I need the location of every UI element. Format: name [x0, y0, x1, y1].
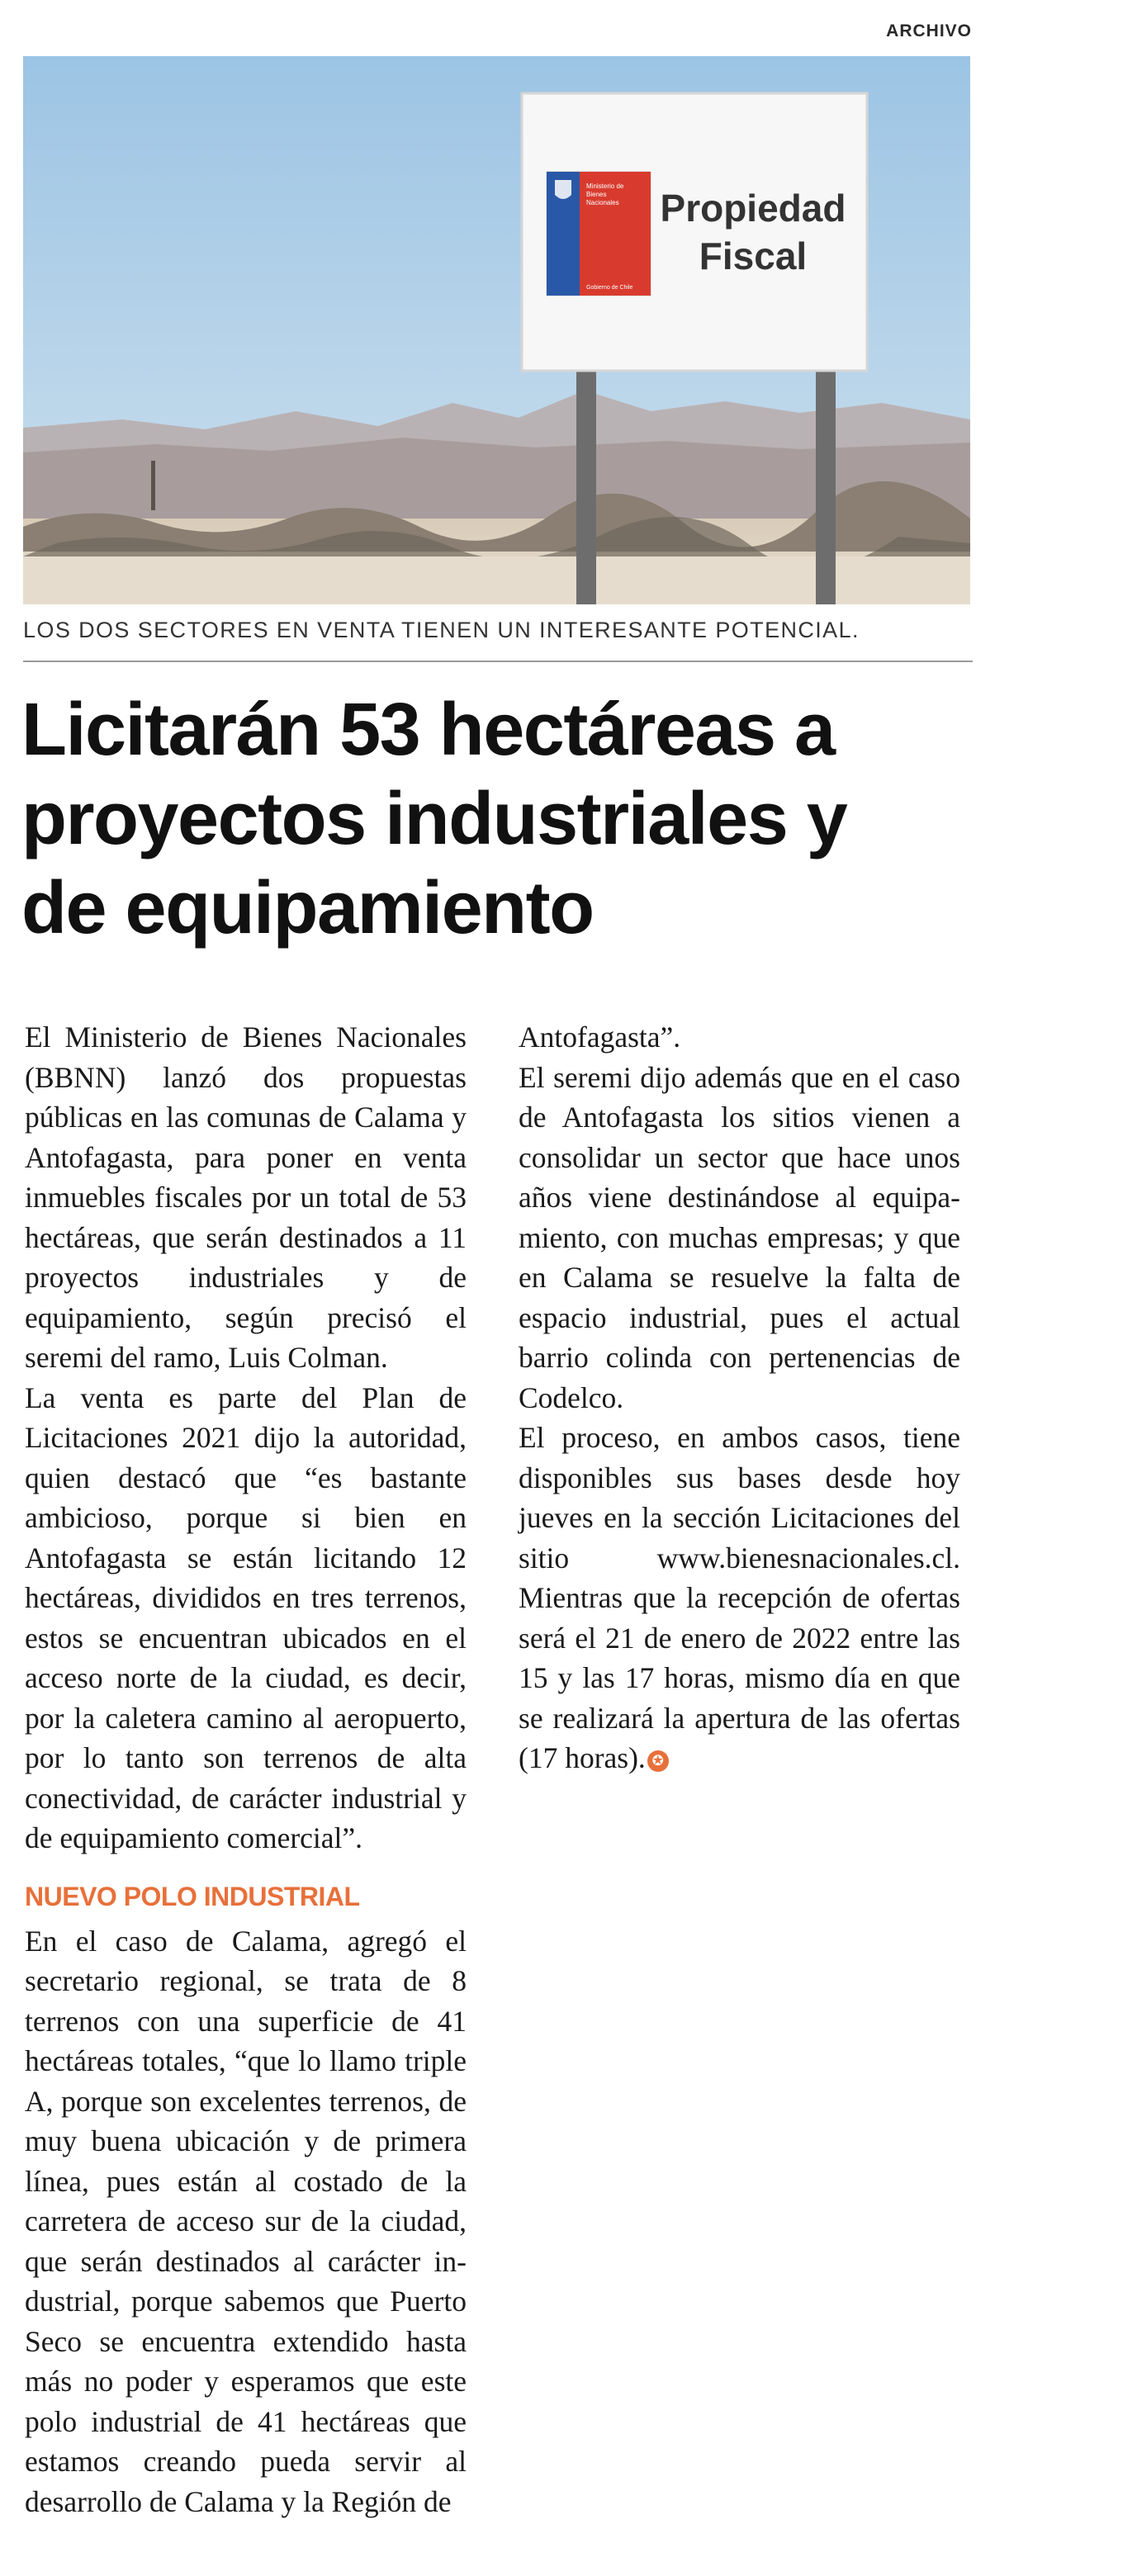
end-of-article-icon: ✪	[647, 1750, 669, 1772]
article-headline	[21, 685, 971, 953]
body-paragraph-text: El proceso, en ambos casos, tiene disponibles sus bases desde hoy jueves en la sección Licitaciones del sitio www.bienesnacionales.cl. Mientras que la recepción de ofertas será el 21 de enero de 2022 entre las 15 y las 17 horas, mismo día en que se realizará la apertura de las ofertas (17 horas).	[519, 1421, 960, 1774]
photo-caption: LOS DOS SECTORES EN VENTA TIENEN UN INTERESANTE POTENCIAL.	[23, 618, 860, 642]
headline-line: Licitarán 53 hectáreas a	[21, 689, 835, 771]
sign-text-line2: Fiscal	[699, 234, 808, 277]
headline-line: proyectos industriales y	[21, 778, 847, 860]
body-paragraph	[519, 1418, 960, 1778]
svg-text:Nacionales: Nacionales	[586, 199, 619, 206]
body-paragraph: El Ministerio de Bienes Nacionales (BBNN) lanzó dos propuestas públicas en las comunas de Calama y Antofagasta, para poner en venta inmuebles fiscales por un total de 53 hectáreas, que serán destinados a 11 proyectos industriales y de equipamiento, según precisó el seremi del ramo, Luis Colman.	[25, 1020, 467, 1374]
sign-text-line1: Propiedad	[660, 187, 846, 230]
body-paragraph-continued: Antofagasta”.	[519, 1020, 681, 1054]
section-subheading: NUEVO POLO INDUSTRIAL	[25, 1881, 360, 1911]
photo-credit: ARCHIVO	[886, 21, 972, 40]
body-paragraph: El seremi dijo además que en el caso de Antofagasta los sitios vienen a consolidar un sector que hace unos años viene destinándose al equipamiento, con muchas empresas; y que en Calama se resuelve la falta de espacio industrial, pues el actual barrio colinda con pertenencias de Codelco.	[519, 1060, 960, 1414]
ministry-logo	[547, 172, 651, 296]
svg-text:Gobierno de Chile: Gobierno de Chile	[586, 285, 633, 291]
caption-divider	[23, 661, 973, 662]
svg-text:Bienes: Bienes	[586, 191, 607, 198]
article-column-right	[519, 1017, 960, 1778]
article-photo	[23, 56, 970, 604]
body-paragraph: La venta es parte del Plan de Licitaciones 2021 dijo la autoridad, quien destacó que “es bastante ambicioso, porque si bien en Antofagasta se están licitando 12 hectáreas, divididos en tres terrenos, estos se encuentran ubicados en el acceso norte de la ciudad, es decir, por la caletera camino al aeropuerto, por lo tanto son terrenos de alta conectividad, de carácter industrial y de equipamiento comercial”.	[25, 1380, 467, 1854]
body-paragraph	[25, 1921, 467, 2522]
headline-line: de equipamiento	[21, 867, 594, 949]
body-paragraph-part: En el caso de Calama, agregó el secretario regional, se trata de 8 terrenos con una superficie de 41 hectáreas totales, “que lo llamo triple A, porque son excelentes terrenos, de muy buena ubicación y de primera línea, pues están al costado de la carretera de acceso sur de la ciudad, que serán destinados al carácter industrial, porque sabemos que Puerto Seco se encuentra extendido hasta más no poder y esperamos que este polo industrial de 41 hectáreas que estamos creando pueda servir al desarrollo de Calama y la Región de	[25, 1924, 467, 2518]
article-column-left	[25, 1017, 467, 2522]
svg-text:Ministerio de: Ministerio de	[586, 182, 624, 190]
